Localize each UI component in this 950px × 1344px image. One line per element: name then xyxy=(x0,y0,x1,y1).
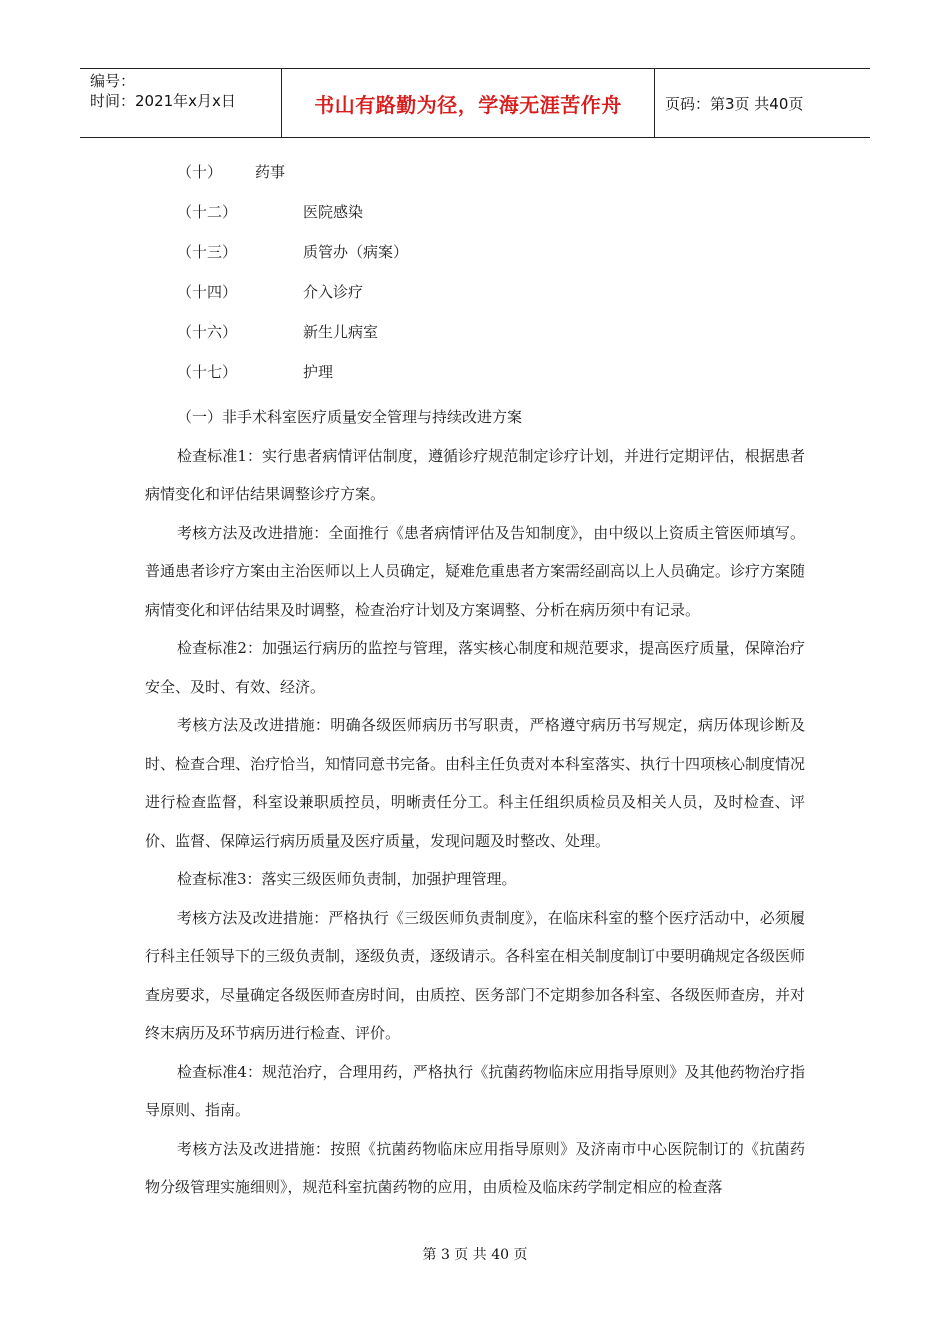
paragraph: 考核方法及改进措施：按照《抗菌药物临床应用指导原则》及济南市中心医院制订的《抗菌药物分级管理实施细则》，规范科室抗菌药物的应用，由质检及临床药学制定相应的检查落 xyxy=(145,1139,805,1196)
toc-text: 药事 xyxy=(255,163,286,181)
paragraph: 检查标准4：规范治疗，合理用药，严格执行《抗菌药物临床应用指导原则》及其他药物治疗指导原则、指南。 xyxy=(145,1062,805,1119)
toc-text: 介入诊疗 xyxy=(303,283,364,301)
paragraph: 考核方法及改进措施：全面推行《患者病情评估及告知制度》，由中级以上资质主管医师填写。普通患者诊疗方案由主治医师以上人员确定，疑难危重患者方案需经副高以上人员确定。诊疗方案随病情变化和评估结果及时调整，检查治疗计划及方案调整、分析在病历须中有记录。 xyxy=(145,523,806,619)
document-number-label: 编号： xyxy=(90,72,136,90)
toc-number: （十四） xyxy=(177,283,238,301)
page-footer: 第 3 页 共 40 页 xyxy=(422,1247,528,1263)
paragraph: 检查标准2：加强运行病历的监控与管理，落实核心制度和规范要求，提高医疗质量，保障治疗安全、及时、有效、经济。 xyxy=(145,639,805,696)
toc-number: （十七） xyxy=(177,363,238,381)
toc-number: （十二） xyxy=(177,203,238,221)
header-page-info: 页码：第3页 共40页 xyxy=(665,94,804,113)
toc-text: 医院感染 xyxy=(303,203,364,221)
page-header xyxy=(80,68,870,138)
header-motto: 书山有路勤为径，学海无涯苦作舟 xyxy=(282,69,655,137)
section-title: （一）非手术科室医疗质量安全管理与持续改进方案 xyxy=(177,408,523,426)
document-date-label: 时间：2021年x月x日 xyxy=(90,92,236,110)
paragraph: 考核方法及改进措施：严格执行《三级医师负责制度》，在临床科室的整个医疗活动中，必须履行科主任领导下的三级负责制，逐级负责，逐级请示。各科室在相关制度制订中要明确规定各级医师查房要求，尽量确定各级医师查房时间，由质控、医务部门不定期参加各科室、各级医师查房，并对终末病历及环节病历进行检查、评价。 xyxy=(145,908,806,1042)
toc-number: （十六） xyxy=(177,323,238,341)
paragraph: 检查标准1：实行患者病情评估制度，遵循诊疗规范制定诊疗计划，并进行定期评估，根据患者病情变化和评估结果调整诊疗方案。 xyxy=(145,446,805,503)
header-meta xyxy=(80,69,282,137)
toc-text: 护理 xyxy=(303,363,334,381)
toc-text: 质管办（病案） xyxy=(303,243,409,261)
toc-text: 新生儿病室 xyxy=(303,323,379,341)
document-body xyxy=(145,398,805,1207)
toc-number: （十） xyxy=(177,163,223,181)
paragraph: 考核方法及改进措施：明确各级医师病历书写职责，严格遵守病历书写规定，病历体现诊断及时、检查合理、治疗恰当，知情同意书完备。由科主任负责对本科室落实、执行十四项核心制度情况进行检查监督，科室设兼职质控员，明晰责任分工。科主任组织质检员及相关人员，及时检查、评价、监督、保障运行病历质量及医疗质量，发现问题及时整改、处理。 xyxy=(145,716,806,850)
paragraph: 检查标准3：落实三级医师负责制，加强护理管理。 xyxy=(177,870,517,888)
toc-number: （十三） xyxy=(177,243,238,261)
